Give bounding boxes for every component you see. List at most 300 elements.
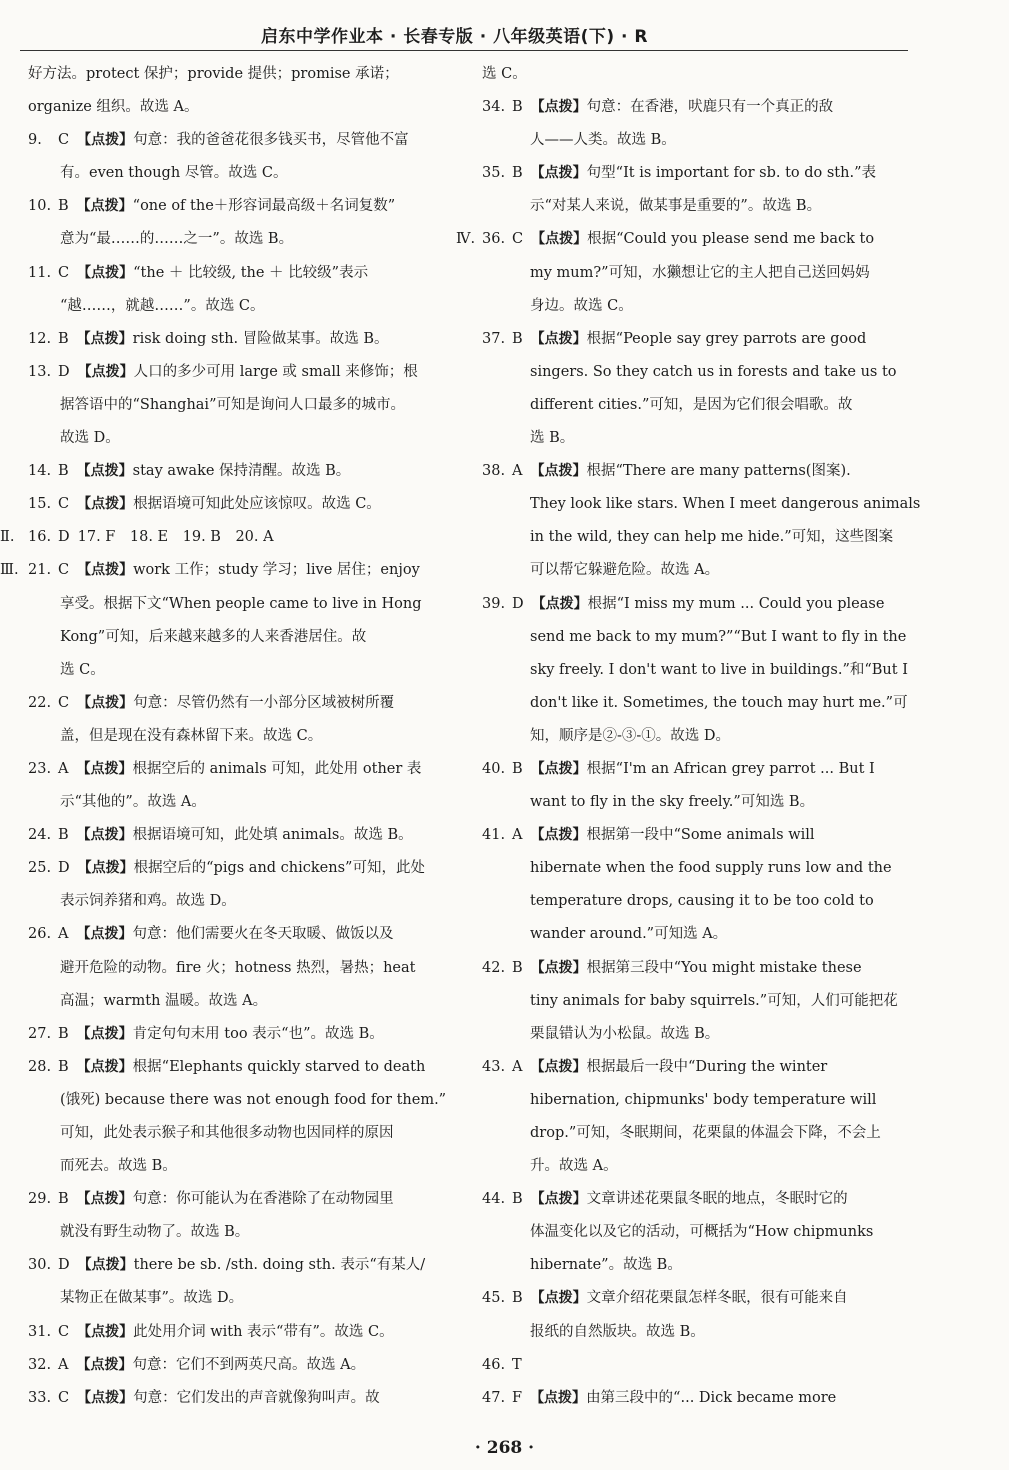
answer-entry: [482, 1183, 908, 1282]
explanation-text: (饿死) because there was not enough food for them.”: [60, 1091, 447, 1108]
question-number: 23.: [28, 760, 52, 777]
explanation-text: 根据空后的 animals 可知，此处用 other 表: [132, 760, 422, 777]
answer-letter: B: [512, 1191, 523, 1208]
entry-line: [482, 621, 908, 654]
question-number: 11.: [28, 264, 52, 281]
answer-entry: [28, 455, 448, 488]
entry-line: [482, 1216, 908, 1249]
entry-line: [482, 1117, 908, 1150]
explanation-text: 栗鼠错认为小松鼠。故选 B。: [530, 1025, 720, 1042]
answer-letter: C: [58, 1389, 70, 1406]
explanation-text: don't like it. Sometimes, the touch may hurt me.”可: [530, 694, 908, 711]
explanation-text: 选 C。: [60, 661, 105, 678]
explanation-text: drop.”可知，冬眠期间，花栗鼠的体温会下降，不会上: [530, 1125, 881, 1141]
answer-entry: [0, 521, 448, 554]
hint-tag: 【点拨】: [76, 1191, 133, 1208]
entry-line: [482, 1084, 908, 1117]
explanation-text: want to fly in the sky freely.”可知选 B。: [530, 794, 815, 811]
answer-entry: [28, 1051, 448, 1183]
entry-line: [28, 1216, 448, 1249]
explanation-text: organize 组织。故选 A。: [28, 99, 199, 116]
entry-line: [482, 952, 908, 985]
answer-letter: C: [58, 132, 70, 149]
answer-entry: [28, 124, 448, 190]
explanation-text: 句型“It is important for sb. to do sth.”表: [586, 165, 876, 182]
answer-letter: T: [512, 1356, 522, 1373]
explanation-text: 据答语中的“Shanghai”可知是询问人口最多的城市。: [60, 396, 405, 413]
explanation-text: 好方法。protect 保护；provide 提供；promise 承诺；: [28, 66, 399, 82]
explanation-text: “越……，就越……”。故选 C。: [60, 297, 265, 314]
entry-line: [482, 654, 908, 687]
explanation-text: tiny animals for baby squirrels.”可知，人们可能把花: [530, 992, 898, 1009]
explanation-text: singers. So they catch us in forests and take us to: [530, 363, 897, 380]
explanation-text: 报纸的自然版块。故选 B。: [530, 1323, 705, 1340]
explanation-text: 根据“I'm an African grey parrot ... But I: [586, 760, 875, 777]
answer-letter: B: [512, 959, 523, 976]
question-number: 40.: [482, 760, 506, 777]
answer-letter: A: [512, 463, 523, 480]
explanation-text: 可以帮它躲避危险。故选 A。: [530, 562, 720, 579]
explanation-text: 根据空后的“pigs and chickens”可知，此处: [133, 860, 425, 877]
question-number: 31.: [28, 1323, 52, 1340]
answer-entry: [28, 488, 448, 521]
question-number: 13.: [28, 363, 52, 380]
answer-entry: [482, 157, 908, 223]
explanation-text: 示“对某人来说，做某事是重要的”。故选 B。: [530, 198, 822, 215]
explanation-text: 根据“There are many patterns(图案).: [586, 463, 851, 480]
answer-entry: [28, 1183, 448, 1249]
answer-letter: D: [58, 363, 70, 380]
hint-tag: 【点拨】: [77, 694, 134, 711]
hint-tag: 【点拨】: [531, 231, 588, 248]
entry-line: [28, 1183, 448, 1216]
explanation-text: 就没有野生动物了。故选 B。: [60, 1224, 250, 1241]
answer-entry: [28, 58, 448, 124]
explanation-text: 句意：我的爸爸花很多钱买书，尽管他不富: [133, 132, 409, 149]
question-number: 28.: [28, 1058, 52, 1075]
entry-line: [482, 985, 908, 1018]
hint-tag: 【点拨】: [77, 1389, 134, 1406]
section-marker: Ⅳ.: [456, 231, 476, 248]
explanation-text: 句意：你可能认为在香港除了在动物园里: [132, 1191, 394, 1208]
question-number: 45.: [482, 1290, 506, 1307]
question-number: 39.: [482, 595, 506, 612]
hint-tag: 【点拨】: [531, 595, 588, 612]
explanation-text: 表示饲养猪和鸡。故选 D。: [60, 893, 236, 910]
question-number: 44.: [482, 1191, 506, 1208]
entry-line: [28, 1282, 448, 1315]
answer-entry: [28, 918, 448, 1017]
answer-letter: B: [58, 198, 69, 215]
entry-line: [482, 1018, 908, 1051]
hint-tag: 【点拨】: [530, 1191, 587, 1208]
hint-tag: 【点拨】: [530, 760, 587, 777]
hint-tag: 【点拨】: [530, 1389, 587, 1406]
answer-letter: A: [512, 827, 523, 844]
question-number: 21.: [28, 562, 52, 579]
entry-line: [28, 952, 448, 985]
answer-entry: [482, 1051, 908, 1183]
entry-line: [482, 1183, 908, 1216]
book-title: 启东中学作业本 · 长春专版 · 八年级英语(下) · R: [260, 27, 648, 47]
explanation-text: hibernate”。故选 B。: [530, 1257, 682, 1274]
answer-entry: [482, 1282, 908, 1348]
answer-letter: B: [58, 1058, 69, 1075]
entry-line: [482, 1282, 908, 1315]
entry-line: [28, 290, 448, 323]
explanation-text: 17. F 18. E 19. B 20. A: [77, 529, 274, 546]
entry-line: [482, 389, 908, 422]
explanation-text: 肯定句句末用 too 表示“也”。故选 B。: [132, 1025, 384, 1042]
explanation-text: 人——人类。故选 B。: [530, 132, 676, 149]
entry-line: [28, 1316, 448, 1349]
explanation-text: 句意：它们发出的声音就像狗叫声。故: [133, 1389, 380, 1406]
answer-letter: D: [58, 860, 70, 877]
entry-line: [28, 257, 448, 290]
explanation-text: temperature drops, causing it to be too cold to: [530, 893, 874, 910]
hint-tag: 【点拨】: [76, 827, 133, 844]
answer-letter: C: [58, 264, 70, 281]
entry-line: [28, 1150, 448, 1183]
entry-line: [28, 356, 448, 389]
explanation-text: 文章讲述花栗鼠冬眠的地点，冬眠时它的: [586, 1191, 848, 1208]
question-number: 26.: [28, 926, 52, 943]
right-column: [456, 58, 921, 1415]
answer-letter: C: [58, 496, 70, 513]
explanation-text: 避开危险的动物。fire 火；hotness 热烈，暑热；heat: [60, 959, 416, 976]
question-number: 42.: [482, 959, 506, 976]
entry-line: [482, 1382, 908, 1415]
explanation-text: They look like stars. When I meet dangerous animals: [530, 496, 921, 513]
explanation-text: 根据第三段中“You might mistake these: [586, 959, 862, 976]
question-number: 15.: [28, 496, 52, 513]
answer-letter: B: [58, 330, 69, 347]
entry-line: [0, 554, 448, 587]
explanation-text: 意为“最……的……之一”。故选 B。: [60, 231, 294, 248]
answer-entry: [28, 257, 448, 323]
explanation-text: sky freely. I don't want to live in buildings.”和“But I: [530, 661, 908, 678]
explanation-text: 句意：它们不到两英尺高。故选 A。: [132, 1356, 366, 1373]
entry-line: [482, 1316, 908, 1349]
answer-letter: B: [58, 1191, 69, 1208]
hint-tag: 【点拨】: [530, 827, 587, 844]
answer-entry: [28, 323, 448, 356]
hint-tag: 【点拨】: [530, 165, 587, 182]
answer-entry: [28, 1349, 448, 1382]
question-number: 32.: [28, 1356, 52, 1373]
question-number: 16.: [28, 529, 52, 546]
explanation-text: 体温变化以及它的活动，可概括为“How chipmunks: [530, 1224, 874, 1241]
entry-line: [482, 58, 908, 91]
entry-line: [28, 1051, 448, 1084]
entry-line: [28, 621, 448, 654]
hint-tag: 【点拨】: [77, 860, 134, 877]
explanation-text: 根据最后一段中“During the winter: [586, 1058, 828, 1075]
hint-tag: 【点拨】: [76, 1025, 133, 1042]
explanation-text: stay awake 保持清醒。故选 B。: [132, 463, 351, 480]
entry-line: [28, 1349, 448, 1382]
question-number: 47.: [482, 1389, 506, 1406]
answer-letter: C: [58, 1323, 70, 1340]
answer-entry: [28, 190, 448, 256]
hint-tag: 【点拨】: [76, 463, 133, 480]
answer-entry: [28, 819, 448, 852]
entry-line: [28, 819, 448, 852]
entry-line: [28, 1018, 448, 1051]
answer-letter: A: [58, 1356, 69, 1373]
explanation-text: 高温；warmth 温暖。故选 A。: [60, 992, 268, 1009]
entry-line: [28, 885, 448, 918]
explanation-text: 句意：他们需要火在冬天取暖、做饭以及: [132, 926, 394, 943]
entry-line: [482, 554, 908, 587]
entry-line: [482, 1249, 908, 1282]
entry-line: [28, 687, 448, 720]
answer-letter: F: [512, 1389, 523, 1406]
explanation-text: 身边。故选 C。: [530, 297, 633, 314]
explanation-text: 选 B。: [530, 430, 575, 447]
explanation-text: 根据语境可知此处应该惊叹。故选 C。: [133, 496, 381, 513]
question-number: 36.: [482, 231, 506, 248]
explanation-text: 某物正在做某事”。故选 D。: [60, 1290, 244, 1307]
answer-entry: [0, 554, 448, 686]
entry-line: [482, 422, 908, 455]
entry-line: [456, 223, 908, 256]
answer-letter: C: [58, 694, 70, 711]
hint-tag: 【点拨】: [76, 198, 133, 215]
answer-entry: [482, 588, 908, 753]
entry-line: [482, 918, 908, 951]
question-number: 34.: [482, 99, 506, 116]
entry-line: [28, 389, 448, 422]
question-number: 24.: [28, 827, 52, 844]
explanation-text: 而死去。故选 B。: [60, 1158, 177, 1175]
explanation-text: 根据语境可知，此处填 animals。故选 B。: [132, 827, 413, 844]
answer-entry: [28, 687, 448, 753]
answer-letter: B: [512, 1290, 523, 1307]
entry-line: [482, 1051, 908, 1084]
hint-tag: 【点拨】: [530, 330, 587, 347]
answer-entry: [28, 1249, 448, 1315]
answer-letter: B: [512, 99, 523, 116]
hint-tag: 【点拨】: [530, 463, 587, 480]
entry-line: [28, 1084, 448, 1117]
question-number: 43.: [482, 1058, 506, 1075]
answer-entry: [482, 1349, 908, 1382]
answer-letter: C: [512, 231, 524, 248]
question-number: 35.: [482, 165, 506, 182]
entry-line: [482, 720, 908, 753]
explanation-text: 根据“Elephants quickly starved to death: [132, 1058, 426, 1075]
entry-line: [28, 223, 448, 256]
answer-letter: B: [512, 760, 523, 777]
entry-line: [28, 918, 448, 951]
explanation-text: 根据“I miss my mum ... Could you please: [587, 595, 885, 612]
explanation-text: “one of the＋形容词最高级＋名词复数”: [132, 198, 396, 215]
answer-letter: B: [58, 1025, 69, 1042]
explanation-text: work 工作；study 学习；live 居住；enjoy: [133, 562, 420, 579]
answer-entry: [28, 753, 448, 819]
question-number: 27.: [28, 1025, 52, 1042]
hint-tag: 【点拨】: [77, 562, 134, 579]
hint-tag: 【点拨】: [77, 264, 134, 281]
entry-line: [482, 687, 908, 720]
answer-entry: [28, 1382, 448, 1415]
explanation-text: hibernation, chipmunks' body temperature will: [530, 1091, 877, 1108]
question-number: 12.: [28, 330, 52, 347]
hint-tag: 【点拨】: [76, 760, 133, 777]
explanation-text: 故选 D。: [60, 430, 120, 447]
explanation-text: 可知，此处表示猴子和其他很多动物也因同样的原因: [60, 1125, 394, 1141]
entry-line: [482, 124, 908, 157]
explanation-text: different cities.”可知，是因为它们很会唱歌。故: [530, 396, 853, 413]
entry-line: [28, 455, 448, 488]
answer-entry: [456, 223, 908, 322]
question-number: 22.: [28, 694, 52, 711]
explanation-text: 根据“Could you please send me back to: [587, 231, 875, 248]
page-header: [20, 20, 908, 51]
answer-entry: [482, 455, 921, 587]
hint-tag: 【点拨】: [76, 330, 133, 347]
entry-line: [28, 190, 448, 223]
hint-tag: 【点拨】: [530, 959, 587, 976]
entry-line: [482, 91, 908, 124]
question-number: 41.: [482, 827, 506, 844]
question-number: 14.: [28, 463, 52, 480]
entry-line: [28, 124, 448, 157]
hint-tag: 【点拨】: [530, 99, 587, 116]
hint-tag: 【点拨】: [530, 1058, 587, 1075]
entry-line: [28, 488, 448, 521]
explanation-text: 享受。根据下文“When people came to live in Hong: [60, 595, 422, 612]
explanation-text: risk doing sth. 冒险做某事。故选 B。: [132, 330, 389, 347]
answer-entry: [482, 753, 908, 819]
page-number: · 268 ·: [474, 1438, 535, 1458]
entry-line: [482, 753, 908, 786]
explanation-text: Kong”可知，后来越来越多的人来香港居住。故: [60, 628, 367, 645]
entry-line: [28, 720, 448, 753]
answer-letter: A: [58, 760, 69, 777]
entry-line: [28, 91, 448, 124]
explanation-text: 句意：尽管仍然有一小部分区域被树所覆: [133, 694, 395, 711]
question-number: 10.: [28, 198, 52, 215]
explanation-text: 选 C。: [482, 66, 527, 82]
entry-line: [482, 488, 921, 521]
hint-tag: 【点拨】: [77, 132, 134, 149]
hint-tag: 【点拨】: [77, 1323, 134, 1340]
explanation-text: 盖，但是现在没有森林留下来。故选 C。: [60, 727, 323, 744]
left-column: [0, 58, 448, 1415]
question-number: 29.: [28, 1191, 52, 1208]
question-number: 38.: [482, 463, 506, 480]
entry-line: [28, 323, 448, 356]
hint-tag: 【点拨】: [530, 1290, 587, 1307]
entry-line: [28, 58, 448, 91]
explanation-text: 根据“People say grey parrots are good: [586, 330, 867, 347]
explanation-text: in the wild, they can help me hide.”可知，这些图案: [530, 529, 894, 546]
explanation-text: 有。even though 尽管。故选 C。: [60, 165, 288, 182]
answer-letter: B: [58, 463, 69, 480]
answer-letter: B: [512, 330, 523, 347]
answer-letter: D: [512, 595, 524, 612]
entry-line: [28, 157, 448, 190]
entry-line: [28, 654, 448, 687]
entry-line: [482, 157, 908, 190]
answer-letter: C: [58, 562, 70, 579]
section-marker: Ⅱ.: [0, 529, 15, 546]
entry-line: [482, 1349, 908, 1382]
entry-line: [28, 1249, 448, 1282]
answer-letter: A: [512, 1058, 523, 1075]
entry-line: [28, 786, 448, 819]
explanation-text: there be sb. /sth. doing sth. 表示“有某人/: [133, 1257, 426, 1274]
entry-line: [28, 852, 448, 885]
explanation-text: 根据第一段中“Some animals will: [586, 827, 815, 844]
section-marker: Ⅲ.: [0, 562, 19, 579]
explanation-text: 升。故选 A。: [530, 1158, 618, 1175]
answer-entry: [28, 1018, 448, 1051]
hint-tag: 【点拨】: [77, 496, 134, 513]
answer-entry: [482, 91, 908, 157]
entry-line: [482, 852, 908, 885]
answer-entry: [482, 952, 908, 1051]
entry-line: [482, 1150, 908, 1183]
answer-letter: B: [58, 827, 69, 844]
answer-entry: [482, 323, 908, 455]
entry-line: [482, 356, 908, 389]
entry-line: [0, 521, 448, 554]
explanation-text: 人口的多少可用 large 或 small 来修饰；根: [133, 363, 418, 380]
entry-line: [482, 323, 908, 356]
entry-line: [28, 588, 448, 621]
answer-letter: B: [512, 165, 523, 182]
explanation-text: 由第三段中的“... Dick became more: [586, 1389, 837, 1406]
entry-line: [28, 1117, 448, 1150]
answer-letter: A: [58, 926, 69, 943]
question-number: 33.: [28, 1389, 52, 1406]
hint-tag: 【点拨】: [76, 1058, 133, 1075]
explanation-text: hibernate when the food supply runs low and the: [530, 860, 892, 877]
hint-tag: 【点拨】: [76, 1356, 133, 1373]
question-number: 37.: [482, 330, 506, 347]
explanation-text: 句意：在香港，吠鹿只有一个真正的敌: [586, 99, 834, 116]
question-number: 46.: [482, 1356, 506, 1373]
question-number: 30.: [28, 1257, 52, 1274]
entry-line: [482, 588, 908, 621]
entry-line: [482, 290, 908, 323]
answer-entry: [482, 1382, 908, 1415]
entry-line: [28, 985, 448, 1018]
answer-entry: [28, 852, 448, 918]
answer-letter: D: [58, 529, 70, 546]
entry-line: [482, 455, 908, 488]
explanation-text: wander around.”可知选 A。: [530, 926, 728, 943]
explanation-text: 文章介绍花栗鼠怎样冬眠，很有可能来自: [586, 1290, 848, 1307]
entry-line: [482, 257, 908, 290]
question-number: 9.: [28, 132, 42, 149]
question-number: 25.: [28, 860, 52, 877]
explanation-text: send me back to my mum?”“But I want to fly in the: [530, 628, 907, 645]
entry-line: [482, 819, 908, 852]
entry-line: [28, 1382, 448, 1415]
explanation-text: “the ＋ 比较级, the ＋ 比较级”表示: [133, 264, 369, 281]
entry-line: [482, 786, 908, 819]
hint-tag: 【点拨】: [76, 926, 133, 943]
explanation-text: my mum?”可知，水獭想让它的主人把自己送回妈妈: [530, 264, 870, 281]
hint-tag: 【点拨】: [77, 363, 134, 380]
entry-line: [482, 190, 908, 223]
answer-entry: [28, 1316, 448, 1349]
entry-line: [482, 885, 908, 918]
